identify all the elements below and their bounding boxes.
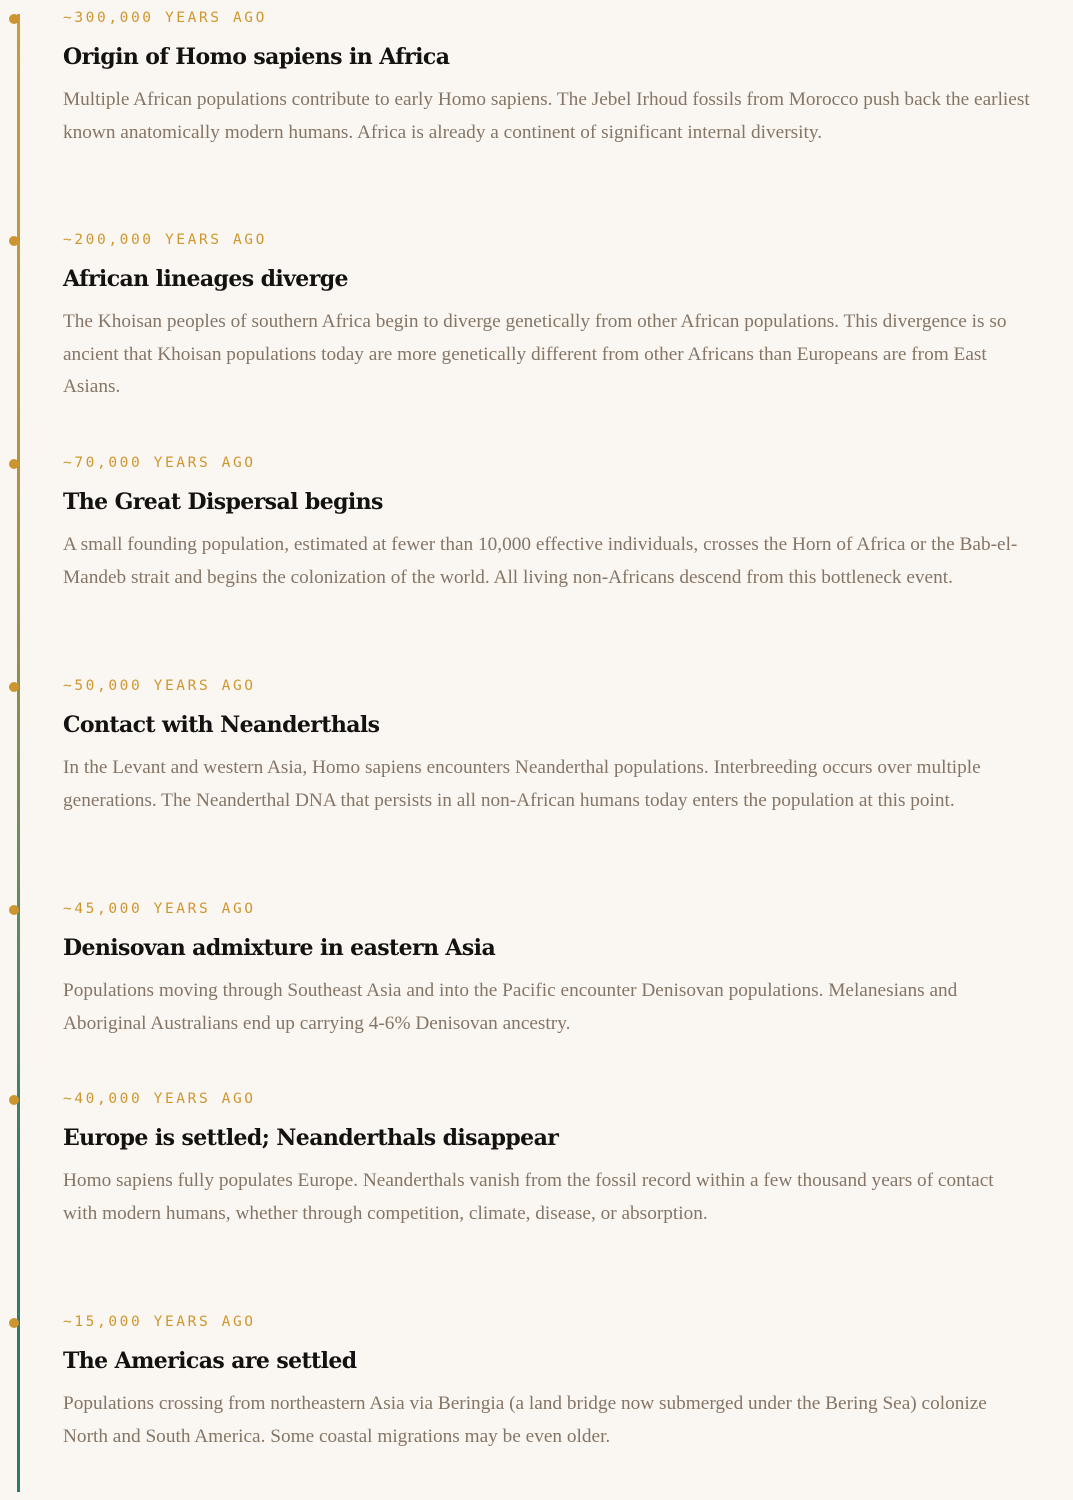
event-date: ~70,000 YEARS AGO [63,455,256,471]
timeline-dot [9,236,19,246]
timeline-dot [9,459,19,469]
event-description: A small founding population, estimated at fewer than 10,000 effective individuals, crosses the Horn of Africa or the Bab-el-Mandeb strait and begins the colonization of the world. All living non-Africans descend from this bottleneck event. [63,534,1018,588]
timeline-dot [9,1318,19,1328]
event-description: Homo sapiens fully populates Europe. Neanderthals vanish from the fossil record within a few thousand years of contact with modern humans, whether through competition, climate, disease, or absorption. [63,1170,994,1224]
event-date: ~300,000 YEARS AGO [63,10,267,26]
event-description: Populations crossing from northeastern Asia via Beringia (a land bridge now submerged under the Bering Sea) colonize North and South America. Some coastal migrations may be even older. [63,1393,987,1447]
timeline-line [17,14,20,1492]
timeline-dot [9,905,19,915]
event-description: Populations moving through Southeast Asia and into the Pacific encounter Denisovan populations. Melanesians and Aboriginal Australians end up carrying 4-6% Denisovan ancestry. [63,980,958,1034]
event-date: ~40,000 YEARS AGO [63,1091,256,1107]
event-description: The Khoisan peoples of southern Africa begin to diverge genetically from other African populations. This divergence is so ancient that Khoisan populations today are more genetically different from other Africans than Europeans are from East Asians. [63,311,1007,398]
event-title: The Americas are settled [63,1348,357,1374]
event-title: African lineages diverge [63,266,348,292]
event-date: ~15,000 YEARS AGO [63,1314,256,1330]
event-title: Denisovan admixture in eastern Asia [63,935,496,961]
timeline-dot [9,14,19,24]
event-date: ~50,000 YEARS AGO [63,678,256,694]
event-title: The Great Dispersal begins [63,489,383,515]
event-title: Origin of Homo sapiens in Africa [63,44,450,70]
event-description: Multiple African populations contribute to early Homo sapiens. The Jebel Irhoud fossils from Morocco push back the earliest known anatomically modern humans. Africa is already a continent of significant internal diversity. [63,89,1030,143]
event-date: ~200,000 YEARS AGO [63,232,267,248]
event-title: Europe is settled; Neanderthals disappear [63,1125,559,1151]
event-description: In the Levant and western Asia, Homo sapiens encounters Neanderthal populations. Interbreeding occurs over multiple generations. The Neanderthal DNA that persists in all non-African humans today enters the population at this point. [63,757,981,811]
event-title: Contact with Neanderthals [63,712,380,738]
timeline-dot [9,682,19,692]
event-date: ~45,000 YEARS AGO [63,901,256,917]
timeline-dot [9,1095,19,1105]
